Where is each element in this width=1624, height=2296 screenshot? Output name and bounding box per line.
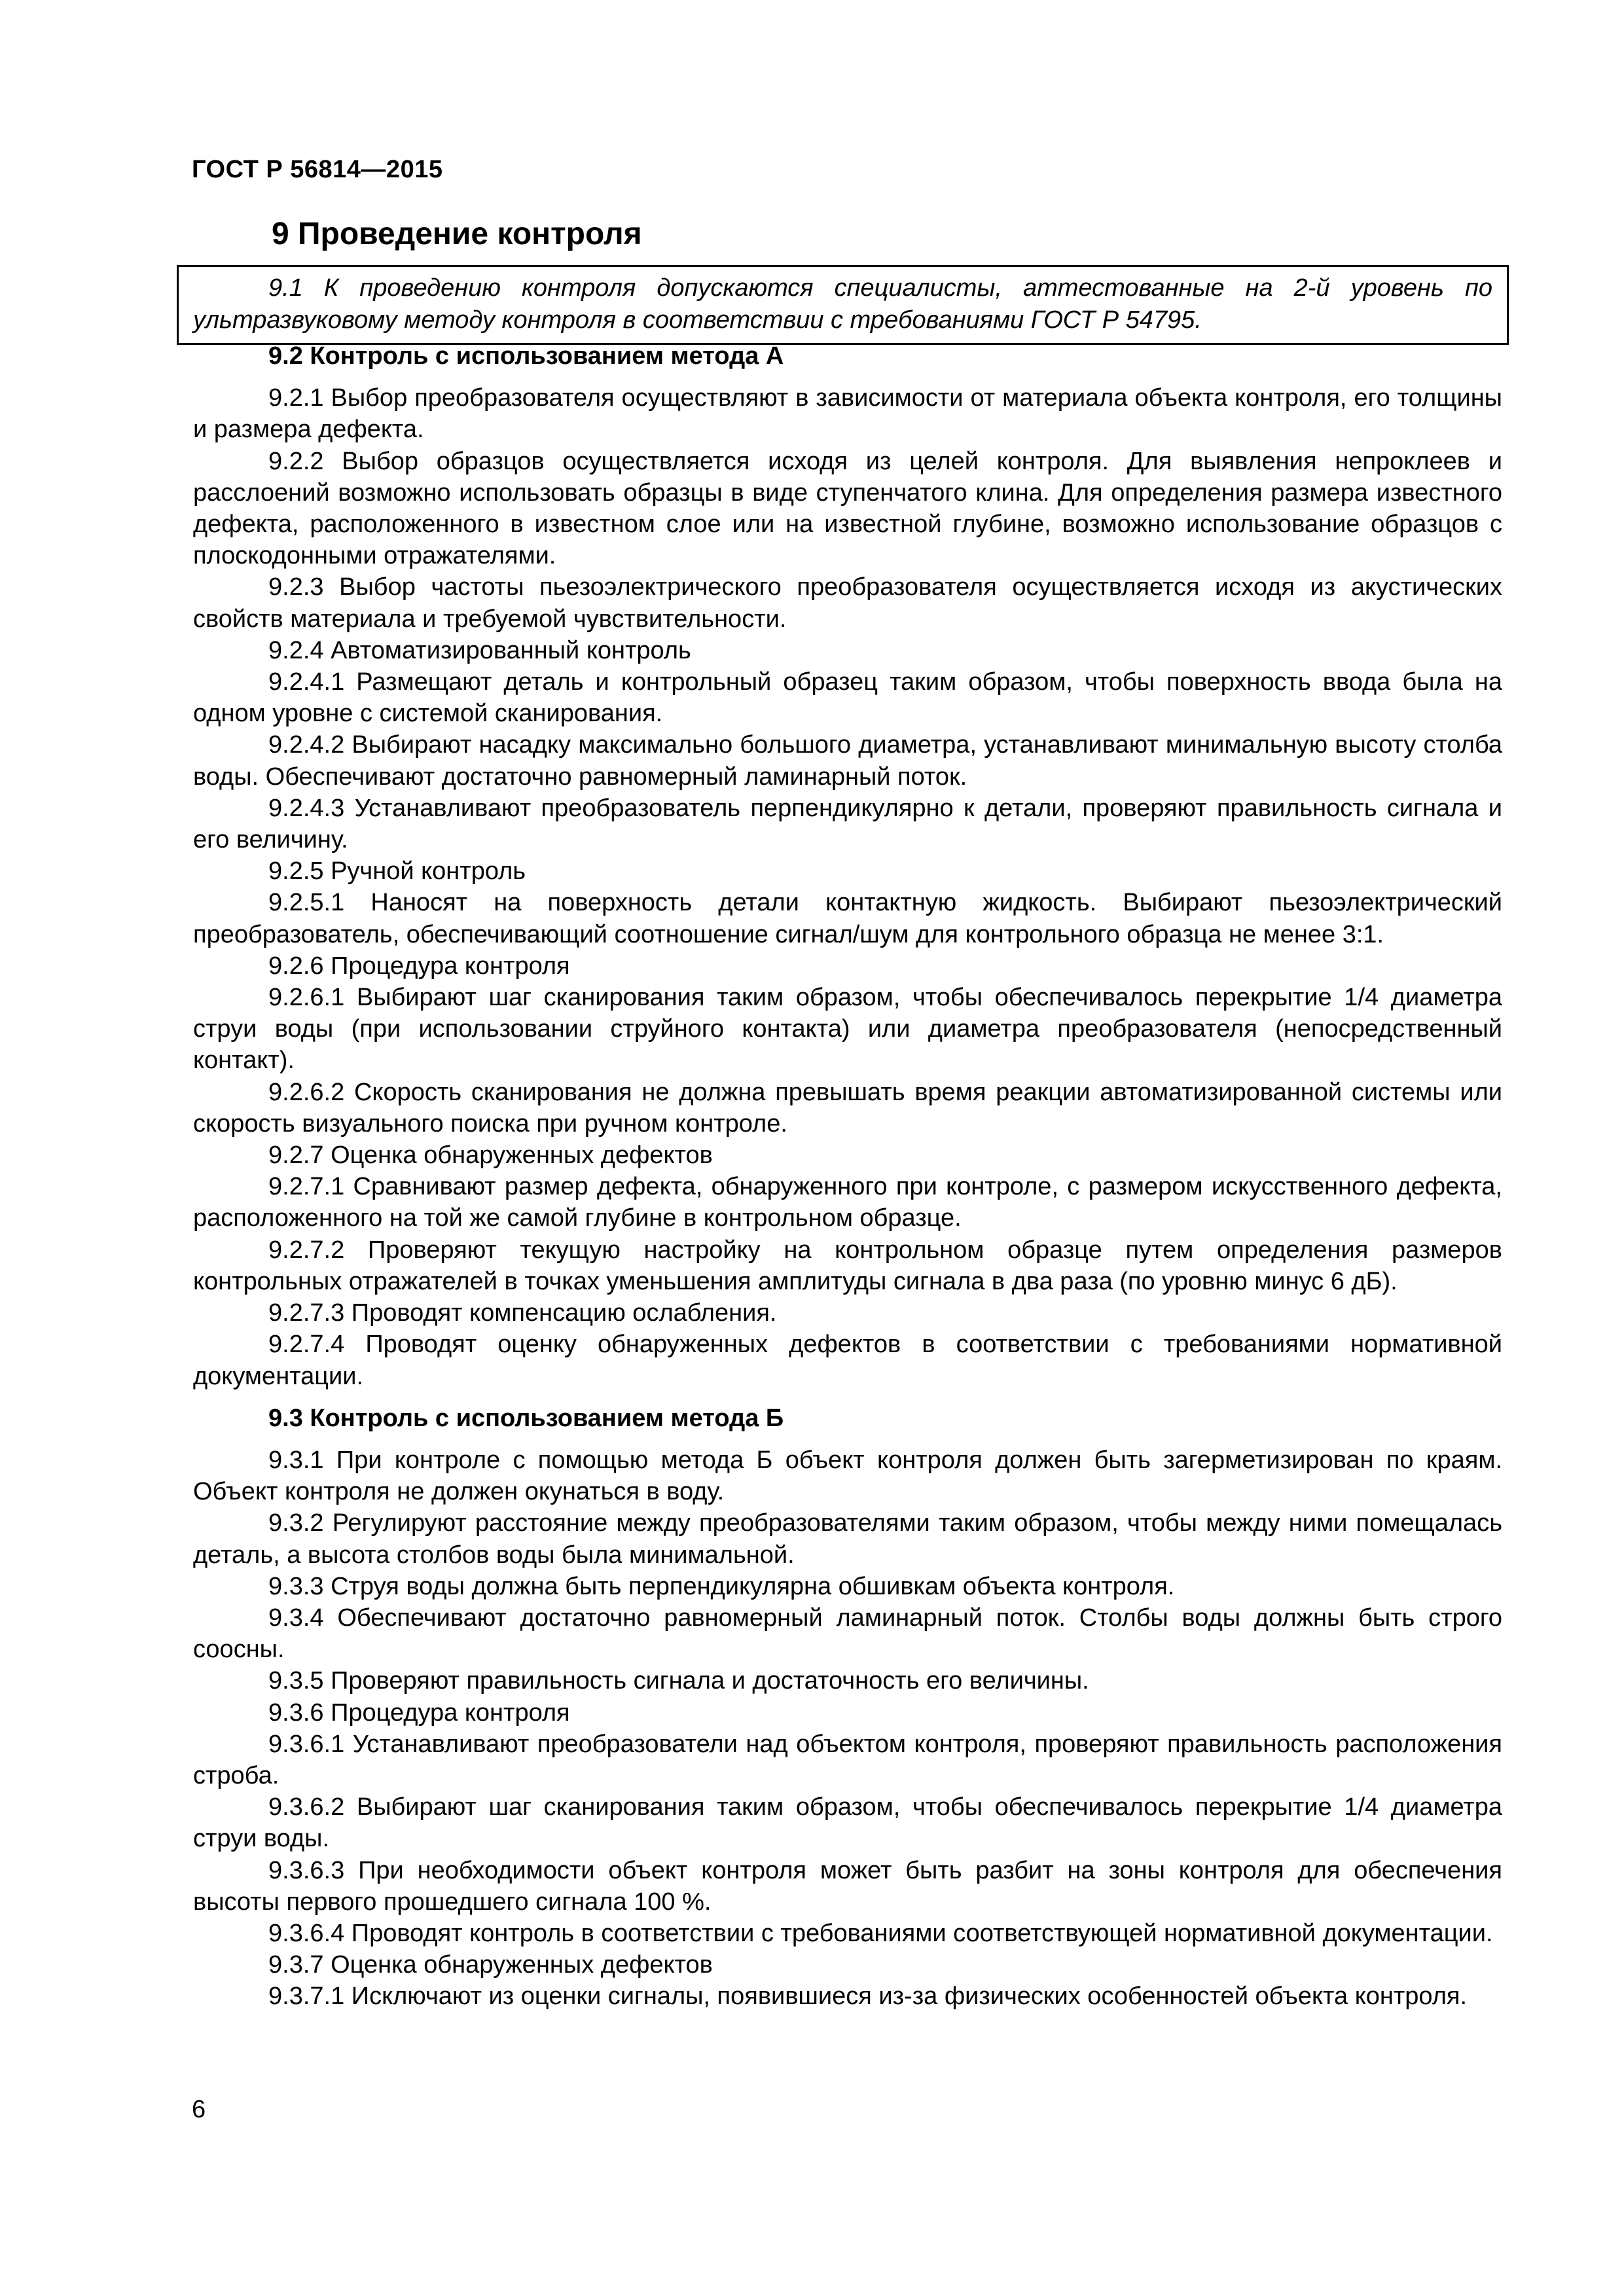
paragraph: 9.2.7.4 Проводят оценку обнаруженных дефектов в соответствии с требованиями нормативной документации. [193,1331,1502,1390]
paragraph: 9.2.2 Выбор образцов осуществляется исходя из целей контроля. Для выявления непроклеев и расслоений возможно использовать образцы в виде ступенчатого клина. Для определения размера известного дефекта, расположенного в известном слое или на известной глубине, возможно использование образцов с плоскодонными отражателями. [193,447,1502,570]
body-text [193,338,1502,2013]
subsection-title-b: 9.3 Контроль с использованием метода Б [268,1404,784,1432]
paragraph: 9.3.6.4 Проводят контроль в соответствии с требованиями соответствующей нормативной документации. [268,1919,1493,1947]
paragraph: 9.3.5 Проверяют правильность сигнала и достаточность его величины. [268,1667,1089,1695]
paragraph: 9.2.6.1 Выбирают шаг сканирования таким образом, чтобы обеспечивалось перекрытие 1/4 диаметра струи воды (при использовании струйного контакта) или диаметра преобразователя (непосредственный контакт). [193,984,1502,1075]
paragraph: 9.2.4.1 Размещают деталь и контрольный образец таким образом, чтобы поверхность ввода была на одном уровне с системой сканирования. [193,668,1502,728]
paragraph: 9.2.4.2 Выбирают насадку максимально большого диаметра, устанавливают минимальную высоту столба воды. Обеспечивают достаточно равномерный ламинарный поток. [193,731,1502,791]
paragraph: 9.2.6 Процедура контроля [268,952,570,980]
paragraph: 9.2.7 Оценка обнаруженных дефектов [268,1141,713,1170]
paragraph: 9.3.6.3 При необходимости объект контроля может быть разбит на зоны контроля для обеспечения высоты первого прошедшего сигнала 100 %. [193,1856,1502,1916]
section-title: 9 Проведение контроля [272,217,642,251]
paragraph: 9.3.6.2 Выбирают шаг сканирования таким образом, чтобы обеспечивалось перекрытие 1/4 диаметра струи воды. [193,1793,1502,1853]
paragraph: 9.3.2 Регулируют расстояние между преобразователями таким образом, чтобы между ними помещалась деталь, а высота столбов воды была минимальной. [193,1509,1502,1569]
paragraph: 9.2.7.2 Проверяют текущую настройку на контрольном образце путем определения размеров контрольных отражателей в точках уменьшения амплитуды сигнала в два раза (по уровню минус 6 дБ). [193,1236,1502,1295]
paragraph: 9.2.7.1 Сравнивают размер дефекта, обнаруженного при контроле, с размером искусственного дефекта, расположенного на той же самой глубине в контрольном образце. [193,1173,1502,1232]
paragraph: 9.2.5 Ручной контроль [268,857,526,886]
standard-code: ГОСТ Р 56814—2015 [192,156,443,183]
paragraph: 9.3.7 Оценка обнаруженных дефектов [268,1951,713,1979]
paragraph: 9.2.1 Выбор преобразователя осуществляют в зависимости от материала объекта контроля, его толщины и размера дефекта. [193,384,1502,444]
paragraph: 9.3.3 Струя воды должна быть перпендикулярна обшивкам объекта контроля. [268,1572,1175,1600]
paragraph: 9.3.6 Процедура контроля [268,1698,570,1727]
paragraph: 9.2.5.1 Наносят на поверхность детали контактную жидкость. Выбирают пьезоэлектрический преобразователь, обеспечивающий соотношение сигнал/шум для контрольного образца не менее 3:1. [193,889,1502,948]
paragraph: 9.2.7.3 Проводят компенсацию ослабления. [268,1299,777,1327]
paragraph: 9.3.4 Обеспечивают достаточно равномерный ламинарный поток. Столбы воды должны быть строго соосны. [193,1604,1502,1664]
paragraph: 9.2.3 Выбор частоты пьезоэлектрического преобразователя осуществляется исходя из акустических свойств материала и требуемой чувствительности. [193,573,1502,633]
subsection-title-a: 9.2 Контроль с использованием метода А [268,342,784,370]
paragraph: 9.3.6.1 Устанавливают преобразователи над объектом контроля, проверяют правильность расположения строба. [193,1730,1502,1789]
paragraph: 9.2.6.2 Скорость сканирования не должна превышать время реакции автоматизированной системы или скорость визуального поиска при ручном контроле. [193,1078,1502,1138]
paragraph: 9.3.1 При контроле с помощью метода Б объект контроля должен быть загерметизирован по краям. Объект контроля не должен окунаться в воду. [193,1446,1502,1506]
paragraph: 9.3.7.1 Исключают из оценки сигналы, появившиеся из-за физических особенностей объекта контроля. [268,1982,1468,2011]
boxed-note: 9.1 К проведению контроля допускаются специалисты, аттестованные на 2-й уровень по ультразвуковому методу контроля в соответствии с требованиями ГОСТ Р 54795. [177,265,1509,345]
page-number: 6 [192,2096,206,2123]
paragraph: 9.2.4.3 Устанавливают преобразователь перпендикулярно к детали, проверяют правильность сигнала и его величину. [193,794,1502,854]
paragraph: 9.2.4 Автоматизированный контроль [268,636,691,664]
